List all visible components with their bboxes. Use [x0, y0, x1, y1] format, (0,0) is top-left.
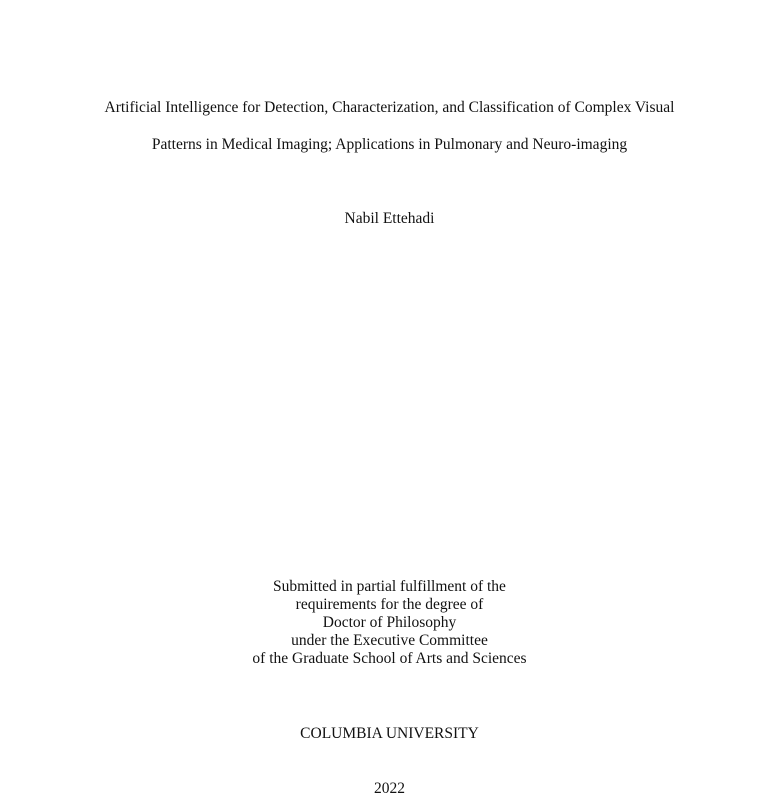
institution-name: COLUMBIA UNIVERSITY: [300, 725, 479, 742]
submission-statement-line-1: Submitted in partial fulfillment of the: [273, 578, 506, 595]
submission-year: 2022: [374, 780, 405, 797]
submission-statement-line-4: under the Executive Committee: [291, 632, 488, 649]
submission-statement-line-5: of the Graduate School of Arts and Sciences: [252, 650, 527, 667]
thesis-title-line-2: Patterns in Medical Imaging; Applications in Pulmonary and Neuro-imaging: [151, 136, 628, 153]
thesis-title-line-1: Artificial Intelligence for Detection, Characterization, and Classification of Complex Visual: [104, 99, 675, 116]
submission-statement-line-3: Doctor of Philosophy: [322, 614, 457, 631]
author-name: Nabil Ettehadi: [344, 210, 435, 227]
submission-statement-line-2: requirements for the degree of: [295, 596, 484, 613]
